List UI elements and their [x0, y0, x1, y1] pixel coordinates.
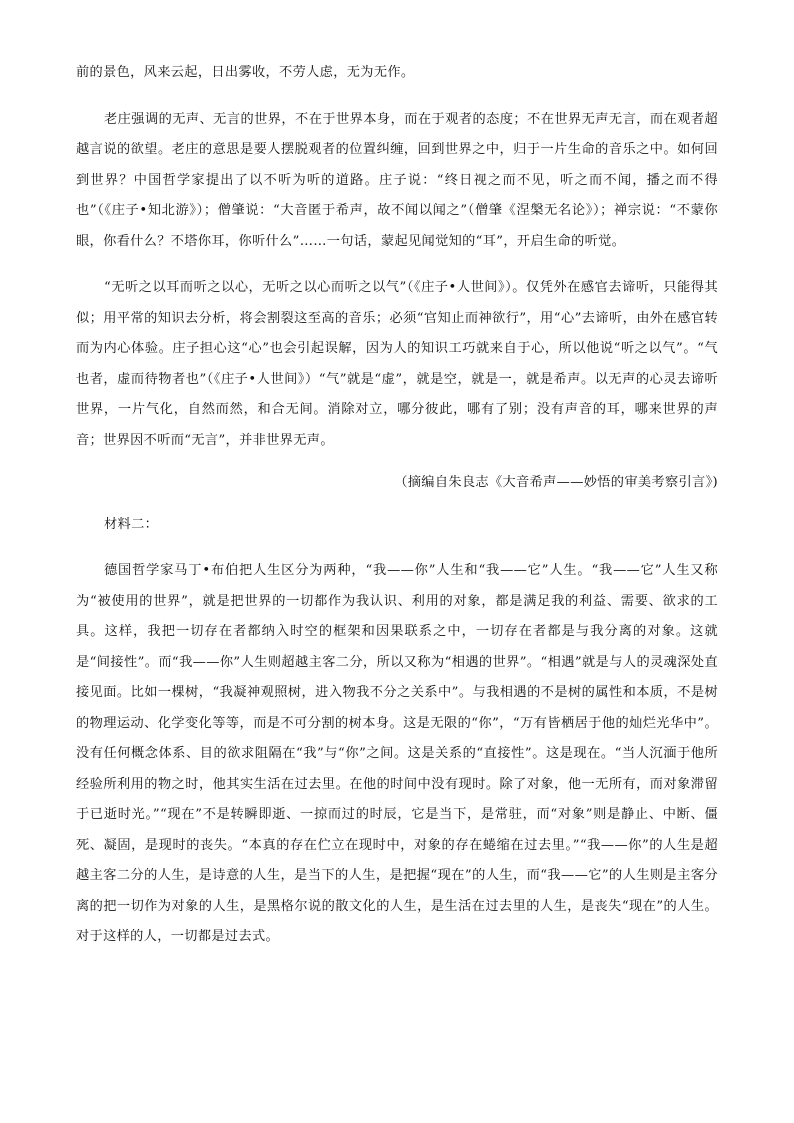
source-citation: （摘编自朱良志《大音希声——妙悟的审美考察引言》) [394, 475, 718, 490]
paragraph-buber: 德国哲学家马丁•布伯把人生区分为两种，“我——你”人生和“我——它”人生。“我——它”人生又称为“被使用的世界”，就是把世界的一切都作为我认识、利用的对象，都是满足我的利益、需要、欲求的工具。这样，我把一切存在者都纳入时空的框架和因果联系之中，一切存在者都是与我分离的对象。这就是“间接性”。而“我——你”人生则超越主客二分，所以又称为“相遇的世界”。“相遇”就是与人的灵魂深处直接见面。比如一棵树，“我凝神观照树，进入物我不分之关系中”。与我相遇的不是树的属性和本质，不是树的物理运动、化学变化等等，而是不可分割的树本身。这是无限的“你”，“万有皆栖居于他的灿烂光华中”。没有任何概念体系、目的欲求阻隔在“我”与“你”之间。这是关系的“直接性”。这是现在。“当人沉湎于他所经验所利用的物之时，他其实生活在过去里。在他的时间中没有现时。除了对象，他一无所有，而对象滞留于已逝时光。”“现在”不是转瞬即逝、一掠而过的时辰，它是当下，是常驻，而“对象”则是静止、中断、僵死、凝固，是现时的丧失。“本真的存在伫立在现时中，对象的存在蜷缩在过去里。”“我——你”的人生是超越主客二分的人生，是诗意的人生，是当下的人生，是把握“现在”的人生，而“我——它”的人生则是主客分离的把一切作为对象的人生，是黑格尔说的散文化的人生，是生活在过去里的人生，是丧失“现在”的人生。对于这样的人，一切都是过去式。 [76, 563, 718, 944]
paragraph-zhuangzi-listening: “无听之以耳而听之以心，无听之以心而听之以气”（《庄子•人世间》）。仅凭外在感官去谛听，只能得其似；用平常的知识去分析，将会割裂这至高的音乐；必须“官知止而神欲行”，用“心”去谛听，由外在感官转而为内心体验。庄子担心这“心”也会引起误解，因为人的知识工巧就来自于心，所以他说“听之以气”。“气也者，虚而待物者也”（《庄子•人世间》）“气”就是“虚”，就是空，就是一，就是希声。以无声的心灵去谛听世界，一片气化，自然而然，和合无间。消除对立，哪分彼此，哪有了别；没有声音的耳，哪来世界的声音；世界因不听而“无言”，并非世界无声。 [76, 280, 718, 448]
document-page [76, 58, 718, 953]
material-two-heading: 材料二： [104, 517, 159, 532]
paragraph-continued: 前的景色，风来云起，日出雾收，不劳人虑，无为无作。 [76, 65, 415, 80]
paragraph-laozhuang: 老庄强调的无声、无言的世界，不在于世界本身，而在于观者的态度；不在世界无声无言，而在观者超越言说的欲望。老庄的意思是要人摆脱观者的位置纠缠，回到世界之中，归于一片生命的音乐之中。如何回到世界？中国哲学家提出了以不听为听的道路。庄子说：“终日视之而不见，听之而不闻，播之而不得也”（《庄子•知北游》）；僧肇说：“大音匿于希声，故不闻以闻之”（僧肇《涅槃无名论》）；禅宗说：“不蒙你眼，你看什么？不塔你耳，你听什么”……一句话，蒙起见闻觉知的“耳”，开启生命的听觉。 [76, 111, 718, 249]
